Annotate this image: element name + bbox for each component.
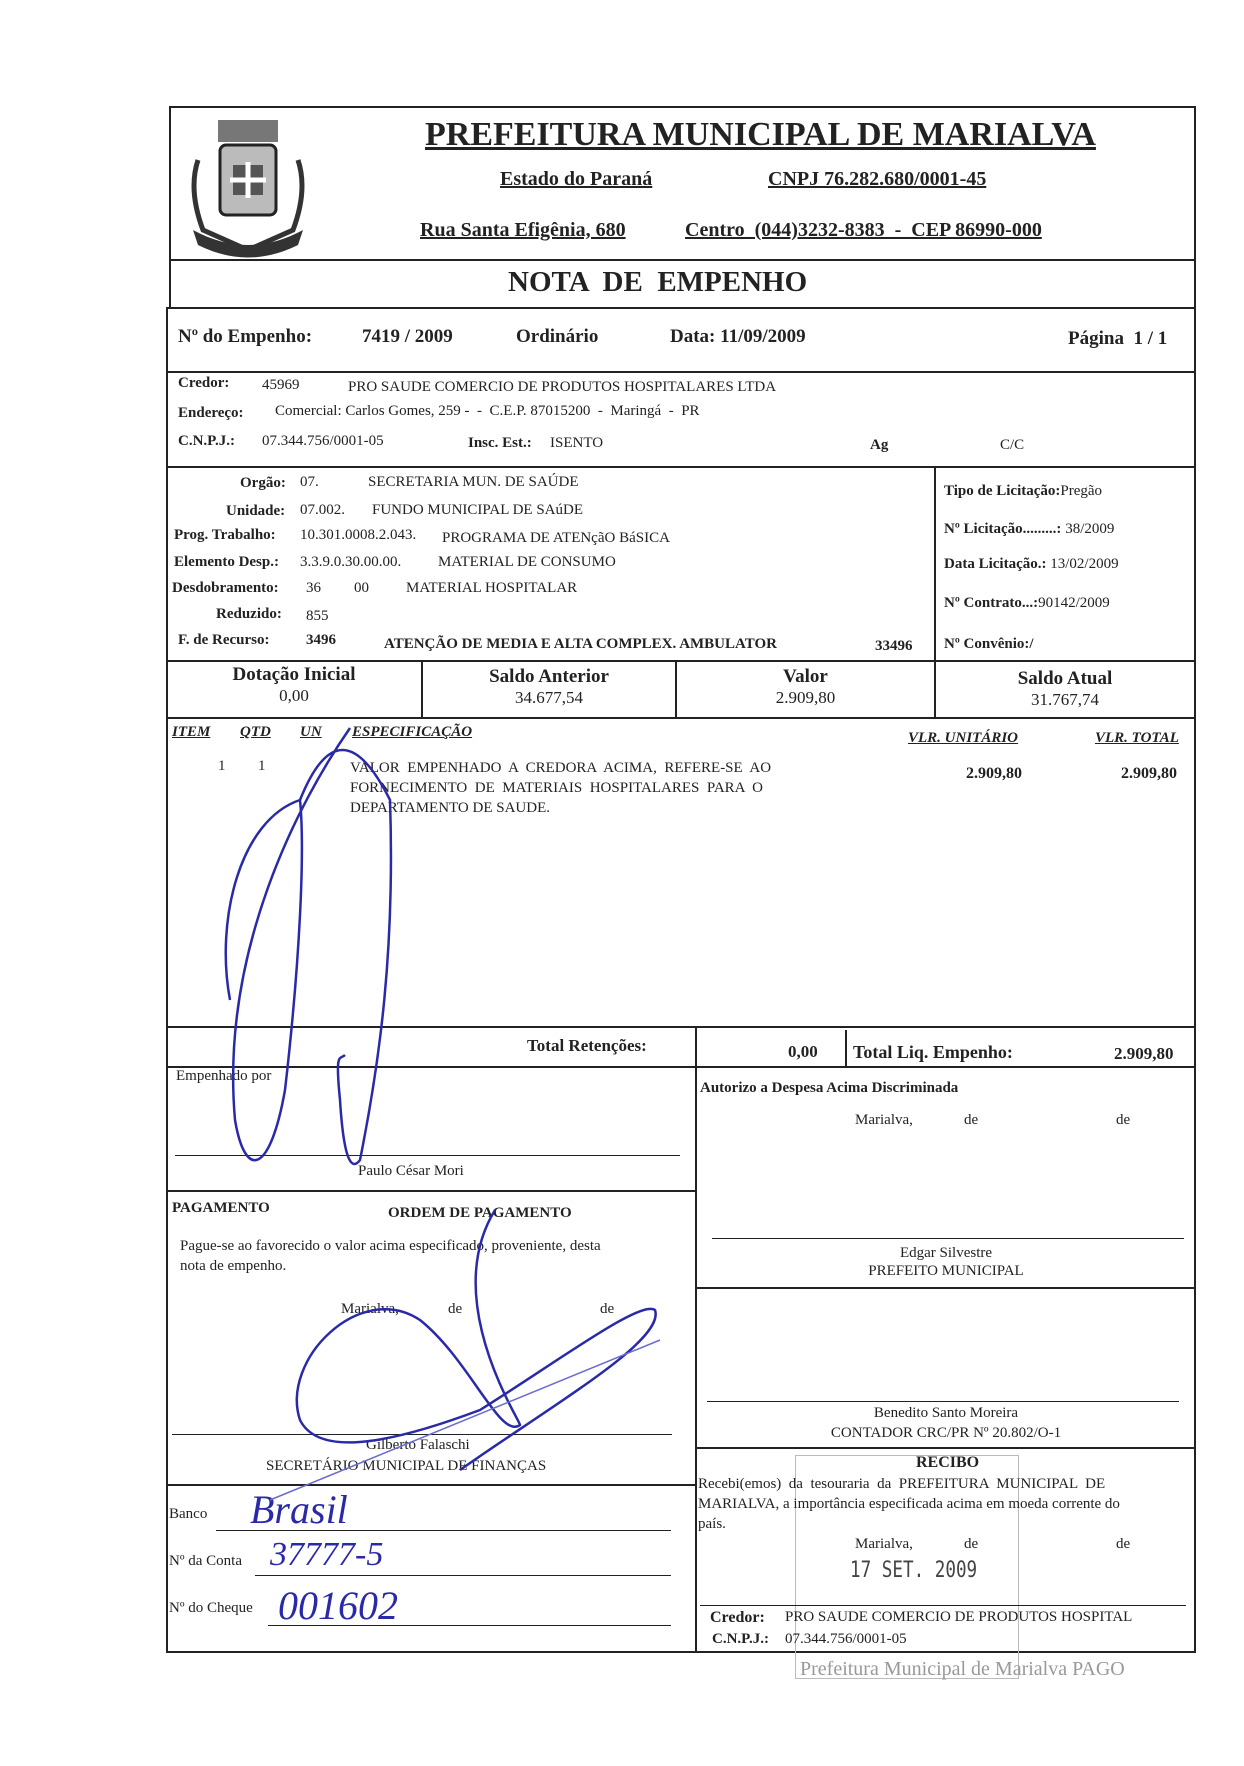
unidade-code: 07.002. xyxy=(300,502,345,518)
header-address: Rua Santa Efigênia, 680 xyxy=(420,219,626,241)
conta-handwritten: 37777-5 xyxy=(270,1536,384,1573)
dotacao-inicial-label: Dotação Inicial xyxy=(232,664,356,685)
total-liq-value: 2.909,80 xyxy=(1114,1044,1174,1063)
recurso-name: ATENÇÃO DE MEDIA E ALTA COMPLEX. AMBULATOR xyxy=(384,636,777,652)
contrato-label: Nº Contrato...: xyxy=(944,595,1039,611)
recibo-text: Recebi(emos) da tesouraria da PREFEITURA MUNICIPAL DE xyxy=(698,1476,1106,1492)
header-cnpj: CNPJ 76.282.680/0001-45 xyxy=(768,168,987,190)
prefeito-role: PREFEITO MUNICIPAL xyxy=(868,1263,1024,1279)
pagamento-text: Pague-se ao favorecido o valor acima especificado, proveniente, desta xyxy=(180,1238,601,1254)
total-liq-label: Total Liq. Empenho: xyxy=(853,1042,1013,1062)
empenho-label: Nº do Empenho: xyxy=(178,326,313,347)
recibo-cnpj: 07.344.756/0001-05 xyxy=(785,1631,907,1647)
account-label: C/C xyxy=(1000,437,1025,453)
pagamento-label: PAGAMENTO xyxy=(172,1200,270,1216)
page-number: Página 1 / 1 xyxy=(1068,328,1168,349)
unidade-name: FUNDO MUNICIPAL DE SAúDE xyxy=(372,502,583,518)
orgao-code: 07. xyxy=(300,474,319,490)
desd-code-1: 36 xyxy=(306,580,321,596)
pagamento-de: de xyxy=(600,1301,615,1317)
saldo-anterior-value: 34.677,54 xyxy=(515,688,583,707)
cheque-handwritten: 001602 xyxy=(278,1583,398,1628)
banco-label: Banco xyxy=(169,1506,208,1522)
recibo-de: de xyxy=(964,1536,979,1552)
tipo-licitacao-label: Tipo de Licitação: xyxy=(944,483,1061,499)
item-spec-line: DEPARTAMENTO DE SAUDE. xyxy=(350,800,550,816)
cheque-label: Nº do Cheque xyxy=(169,1600,253,1616)
item-unit-value: 2.909,80 xyxy=(966,765,1022,782)
col-especificacao: ESPECIFICAÇÃO xyxy=(352,724,473,740)
licitacao-number: 38/2009 xyxy=(1065,521,1115,537)
empenhado-label: Empenhado por xyxy=(176,1068,272,1084)
saldo-anterior-label: Saldo Anterior xyxy=(489,666,609,687)
item-number: 1 xyxy=(218,758,226,774)
item-spec-line: FORNECIMENTO DE MATERIAIS HOSPITALARES PARA O xyxy=(350,780,764,796)
stamp-text: Prefeitura Municipal de Marialva PAGO xyxy=(800,1658,1125,1680)
credor-code: 45969 xyxy=(262,377,300,393)
col-un: UN xyxy=(300,724,322,740)
conta-label: Nº da Conta xyxy=(169,1553,242,1569)
tipo-licitacao-value: Pregão xyxy=(1060,483,1103,499)
prog-label: Prog. Trabalho: xyxy=(174,527,276,543)
col-item: ITEM xyxy=(172,724,211,740)
elem-name: MATERIAL DE CONSUMO xyxy=(438,554,616,570)
pagamento-text: nota de empenho. xyxy=(180,1258,287,1274)
total-retencoes-value: 0,00 xyxy=(788,1042,818,1061)
prefeito-name: Edgar Silvestre xyxy=(899,1245,993,1261)
dotacao-inicial-value: 0,00 xyxy=(279,686,309,705)
valor-value: 2.909,80 xyxy=(775,688,836,707)
empenho-type: Ordinário xyxy=(516,326,599,347)
contador-role: CONTADOR CRC/PR Nº 20.802/O-1 xyxy=(830,1425,1062,1441)
recibo-city: Marialva, xyxy=(855,1536,913,1552)
empenhado-name: Paulo César Mori xyxy=(358,1163,464,1179)
recibo-cnpj-label: C.N.P.J.: xyxy=(712,1631,769,1647)
contador-name: Benedito Santo Moreira xyxy=(873,1405,1019,1421)
document-title: NOTA DE EMPENHO xyxy=(508,266,808,298)
credor-cnpj: 07.344.756/0001-05 xyxy=(262,433,384,449)
credor-address: Comercial: Carlos Gomes, 259 - - C.E.P. 87015200 - Maringá - PR xyxy=(275,403,700,419)
recibo-title: RECIBO xyxy=(916,1454,980,1471)
recurso-label: F. de Recurso: xyxy=(178,632,270,648)
pagamento-city: Marialva, xyxy=(341,1301,399,1317)
col-qtd: QTD xyxy=(240,724,271,740)
agency-label: Ag xyxy=(870,437,889,453)
recibo-text: país. xyxy=(698,1516,726,1532)
convenio-label: Nº Convênio:/ xyxy=(944,636,1034,652)
autorizo-label: Autorizo a Despesa Acima Discriminada xyxy=(700,1080,959,1096)
item-qtd: 1 xyxy=(258,758,266,774)
elem-label: Elemento Desp.: xyxy=(174,554,279,570)
header-title: PREFEITURA MUNICIPAL DE MARIALVA xyxy=(425,116,1096,153)
col-vlr-unitario: VLR. UNITÁRIO xyxy=(908,730,1019,746)
municipal-crest-logo xyxy=(178,110,318,258)
stamp-date: 17 SET. 2009 xyxy=(850,1558,978,1583)
valor-label: Valor xyxy=(783,666,828,687)
autorizo-de: de xyxy=(964,1112,979,1128)
address-label: Endereço: xyxy=(178,405,244,421)
saldo-atual-value: 31.767,74 xyxy=(1031,690,1099,709)
credor-label: Credor: xyxy=(178,375,230,391)
item-total-value: 2.909,80 xyxy=(1121,765,1177,782)
recibo-credor: PRO SAUDE COMERCIO DE PRODUTOS HOSPITAL xyxy=(785,1609,1133,1625)
saldo-atual-label: Saldo Atual xyxy=(1017,668,1113,689)
credor-ie: ISENTO xyxy=(550,435,604,451)
prog-code: 10.301.0008.2.043. xyxy=(300,527,417,543)
recibo-de: de xyxy=(1116,1536,1131,1552)
ordem-pagamento-title: ORDEM DE PAGAMENTO xyxy=(388,1205,572,1221)
autorizo-de: de xyxy=(1116,1112,1131,1128)
desd-name: MATERIAL HOSPITALAR xyxy=(406,580,578,596)
autorizo-city: Marialva, xyxy=(855,1112,913,1128)
reduzido-label: Reduzido: xyxy=(216,606,282,622)
desd-code-2: 00 xyxy=(354,580,369,596)
contrato-number: 90142/2009 xyxy=(1038,595,1110,611)
item-spec-line: VALOR EMPENHADO A CREDORA ACIMA, REFERE-SE AO xyxy=(350,760,772,776)
total-retencoes-label: Total Retenções: xyxy=(527,1036,647,1055)
credor-name: PRO SAUDE COMERCIO DE PRODUTOS HOSPITALARES LTDA xyxy=(348,379,777,395)
recibo-text: MARIALVA, a importância especificada acima em moeda corrente do xyxy=(698,1496,1120,1512)
orgao-label: Orgão: xyxy=(240,475,286,491)
header-contact: Centro (044)3232-8383 - CEP 86990-000 xyxy=(685,219,1042,241)
empenho-date: Data: 11/09/2009 xyxy=(670,326,806,347)
ie-label: Insc. Est.: xyxy=(468,435,532,451)
header-state: Estado do Paraná xyxy=(500,168,653,190)
licitacao-date-label: Data Licitação.: xyxy=(944,556,1047,572)
prog-name: PROGRAMA DE ATENçãO BáSICA xyxy=(442,530,670,546)
empenho-number: 7419 / 2009 xyxy=(362,326,453,347)
recurso-code: 3496 xyxy=(306,632,336,648)
recibo-credor-label: Credor: xyxy=(710,1609,765,1626)
reduzido-value: 855 xyxy=(306,608,329,624)
desd-label: Desdobramento: xyxy=(172,580,279,596)
banco-handwritten: Brasil xyxy=(250,1487,348,1532)
unidade-label: Unidade: xyxy=(226,503,286,519)
licitacao-number-label: Nº Licitação.........: xyxy=(944,521,1062,537)
recurso-code-2: 33496 xyxy=(875,638,913,654)
pagamento-de: de xyxy=(448,1301,463,1317)
col-vlr-total: VLR. TOTAL xyxy=(1095,730,1179,746)
secretario-role: SECRETÁRIO MUNICIPAL DE FINANÇAS xyxy=(266,1458,547,1474)
licitacao-date: 13/02/2009 xyxy=(1050,556,1119,572)
elem-code: 3.3.9.0.30.00.00. xyxy=(300,554,402,570)
orgao-name: SECRETARIA MUN. DE SAÚDE xyxy=(368,474,579,490)
cnpj-label: C.N.P.J.: xyxy=(178,433,235,449)
secretario-name: Gilberto Falaschi xyxy=(366,1437,470,1453)
